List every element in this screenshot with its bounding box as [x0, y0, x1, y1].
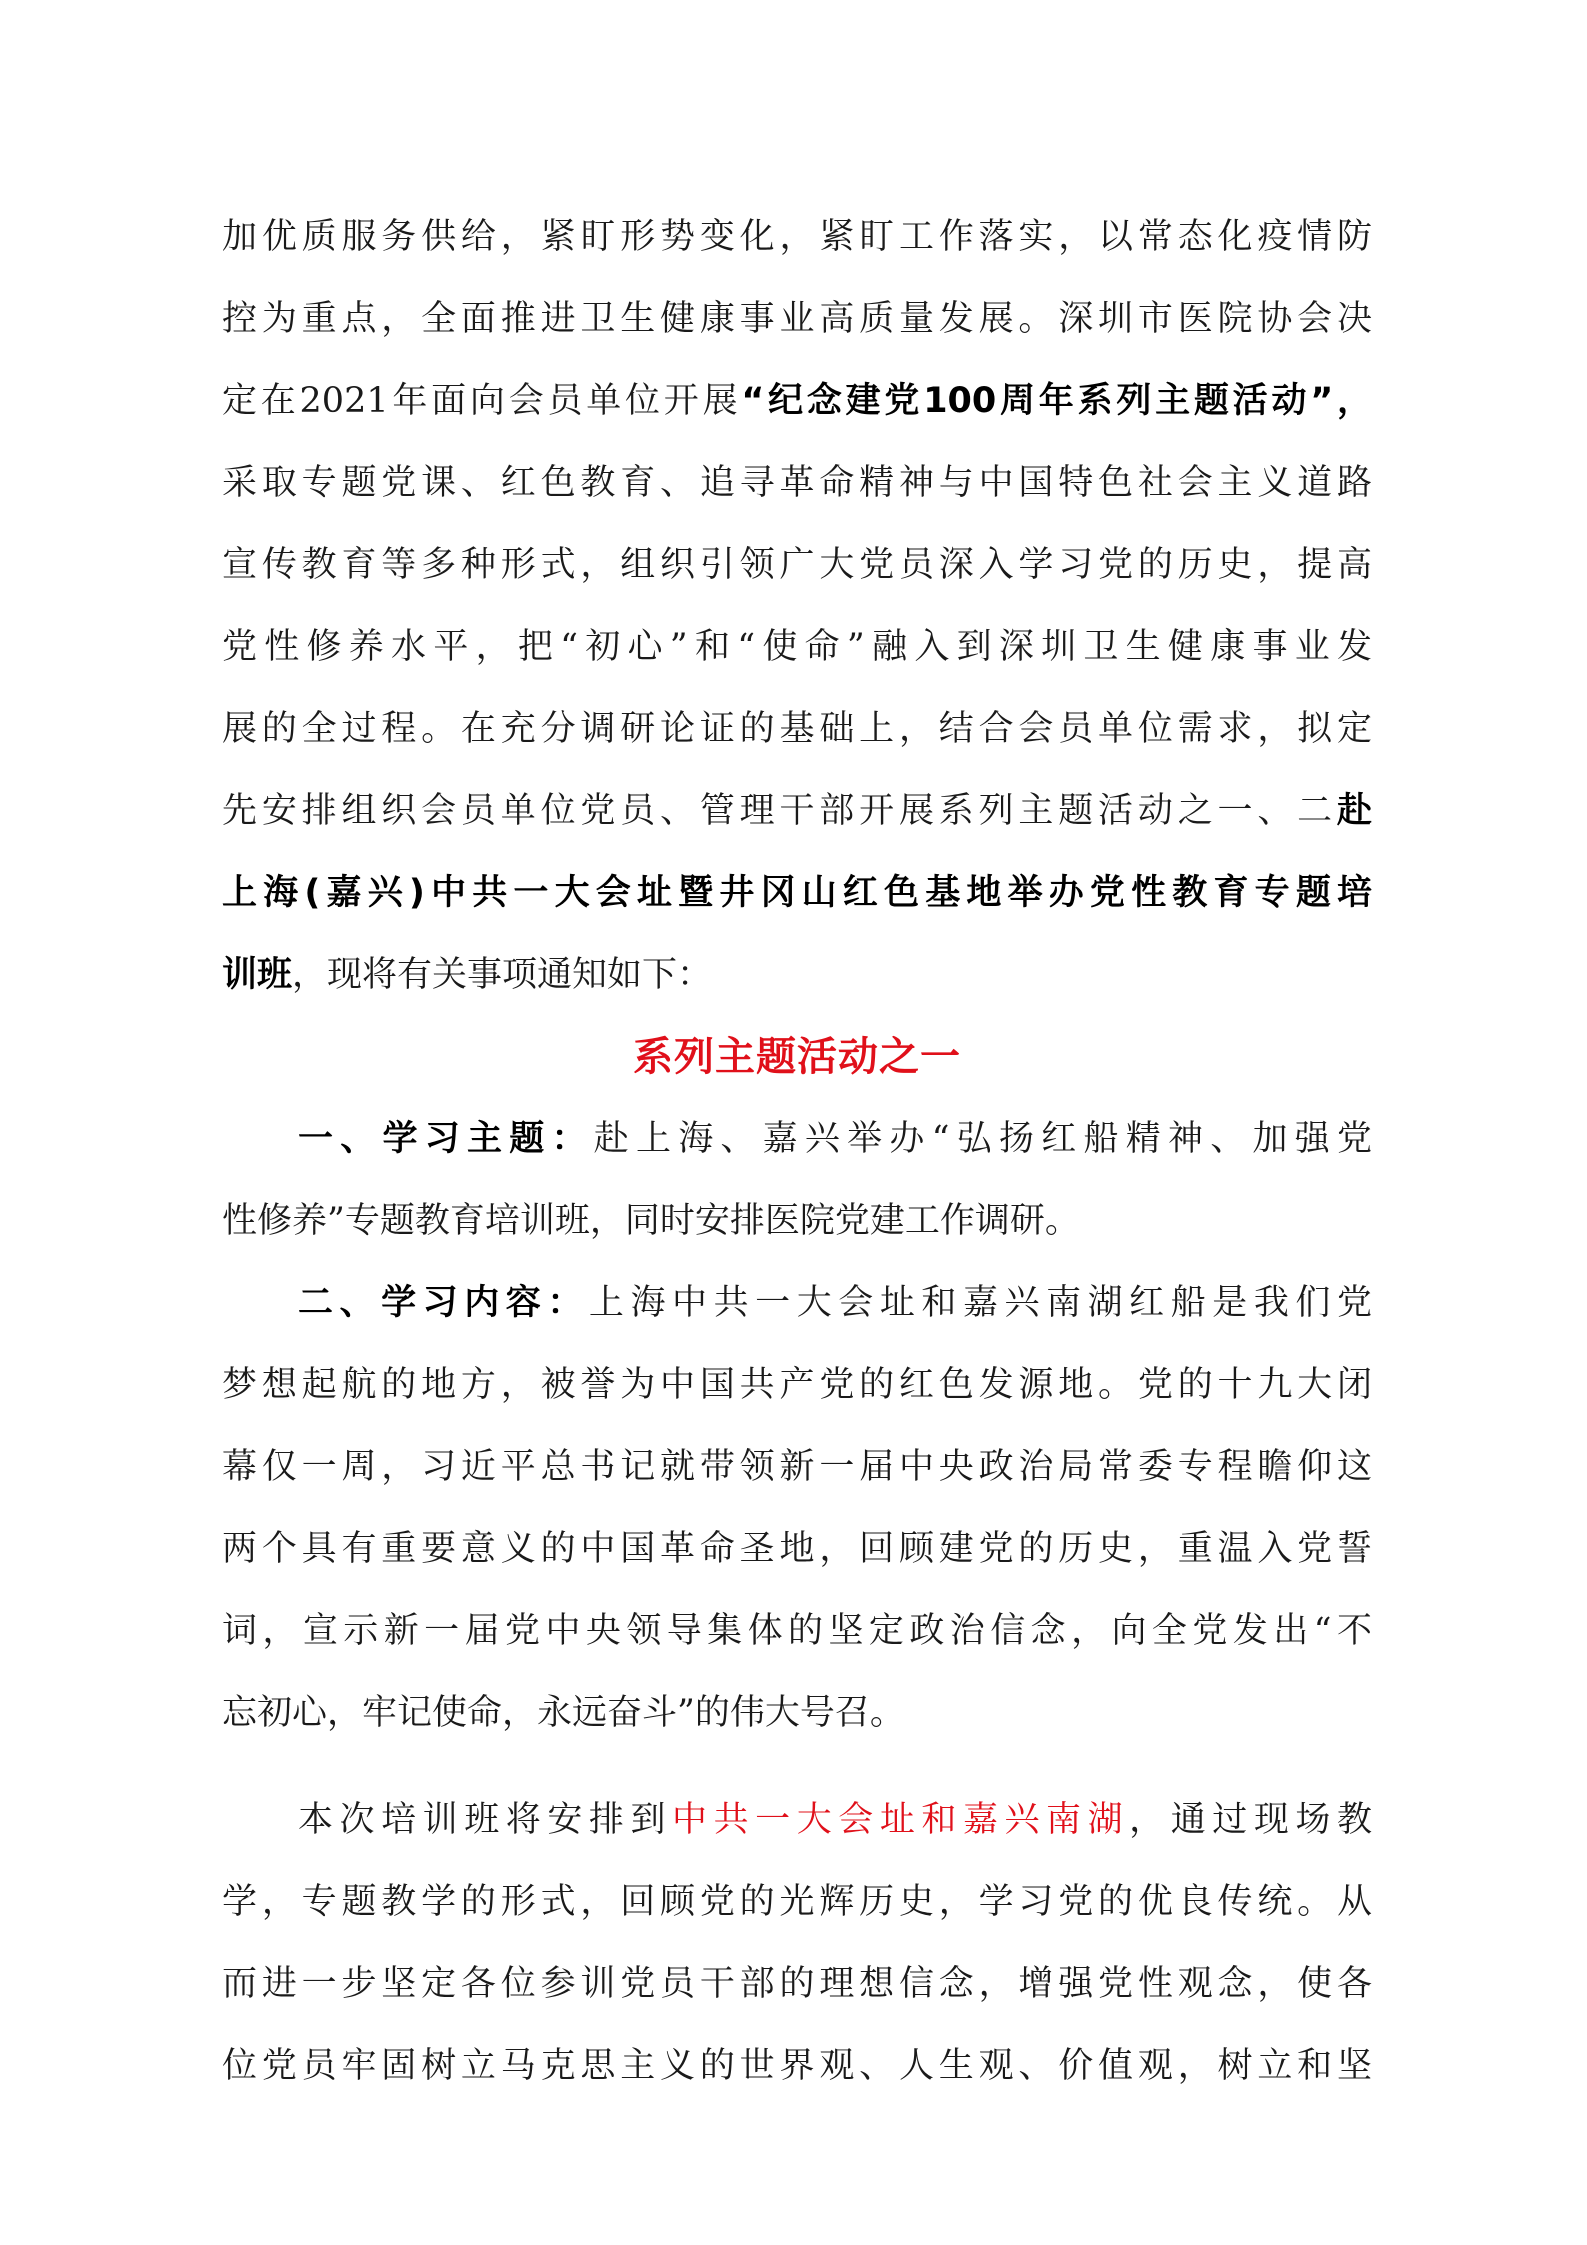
intro-line-2: 控为重点，全面推进卫生健康事业高质量发展。深圳市医院协会决	[222, 299, 1372, 339]
para3-text-1: 本次培训班将安排到	[298, 1800, 673, 1840]
para3-line-4: 位党员牢固树立马克思主义的世界观、人生观、价值观，树立和坚	[222, 2046, 1372, 2086]
item2-line-2: 梦想起航的地方，被誉为中国共产党的红色发源地。党的十九大闭	[222, 1365, 1372, 1405]
item2-line-5: 词，宣示新一届党中央领导集体的坚定政治信念，向全党发出“不	[222, 1611, 1372, 1651]
item2-label: 二、学习内容：	[298, 1283, 589, 1323]
activity-title-emphasis: “纪念建党100周年系列主题活动”，	[741, 381, 1372, 421]
training-emphasis-end: 训班	[222, 955, 293, 995]
para3-text-1b: ，通过现场教	[1129, 1800, 1372, 1840]
item2-line-1	[222, 1262, 1372, 1344]
training-emphasis-start: 赴	[1336, 791, 1372, 831]
item2-text-1: 上海中共一大会址和嘉兴南湖红船是我们党	[588, 1283, 1372, 1323]
intro-line-6: 党性修养水平，把“初心”和“使命”融入到深圳卫生健康事业发	[222, 627, 1372, 667]
item1-line-1	[222, 1098, 1372, 1180]
item1-text-1: 赴上海、嘉兴举办“弘扬红船精神、加强党	[593, 1119, 1372, 1159]
item1-label: 一、学习主题：	[298, 1119, 594, 1159]
intro-line-7: 展的全过程。在充分调研论证的基础上，结合会员单位需求，拟定	[222, 709, 1372, 749]
intro-line-1: 加优质服务供给，紧盯形势变化，紧盯工作落实，以常态化疫情防	[222, 217, 1372, 257]
para3-line-1	[222, 1779, 1372, 1861]
paragraph-spacer	[222, 1754, 1372, 1779]
item2-line-3: 幕仅一周，习近平总书记就带领新一届中央政治局常委专程瞻仰这	[222, 1447, 1372, 1487]
intro-line-3	[222, 360, 1372, 442]
item2-line-4: 两个具有重要意义的中国革命圣地，回顾建党的历史，重温入党誓	[222, 1529, 1372, 1569]
training-emphasis-line: 上海(嘉兴)中共一大会址暨井冈山红色基地举办党性教育专题培	[222, 873, 1372, 913]
item1-line-2: 性修养”专题教育培训班，同时安排医院党建工作调研。	[222, 1201, 1080, 1241]
section-title: 系列主题活动之一	[633, 1034, 961, 1080]
intro-line-8	[222, 770, 1372, 852]
intro-line-10	[222, 934, 1372, 1016]
intro-line-3-text: 定在2021年面向会员单位开展	[222, 381, 742, 421]
para3-line-3: 而进一步坚定各位参训党员干部的理想信念，增强党性观念，使各	[222, 1964, 1372, 2004]
para3-line-2: 学，专题教学的形式，回顾党的光辉历史，学习党的优良传统。从	[222, 1882, 1372, 1922]
intro-line-8-text: 先安排组织会员单位党员、管理干部开展系列主题活动之一、二	[222, 791, 1337, 831]
site-highlight: 中共一大会址和嘉兴南湖	[672, 1800, 1130, 1840]
intro-line-10-text: ，现将有关事项通知如下：	[292, 955, 713, 995]
intro-line-4: 采取专题党课、红色教育、追寻革命精神与中国特色社会主义道路	[222, 463, 1372, 503]
item2-line-6: 忘初心，牢记使命，永远奋斗”的伟大号召。	[222, 1693, 905, 1733]
intro-line-5: 宣传教育等多种形式，组织引领广大党员深入学习党的历史，提高	[222, 545, 1372, 585]
document-body	[222, 196, 1372, 2107]
